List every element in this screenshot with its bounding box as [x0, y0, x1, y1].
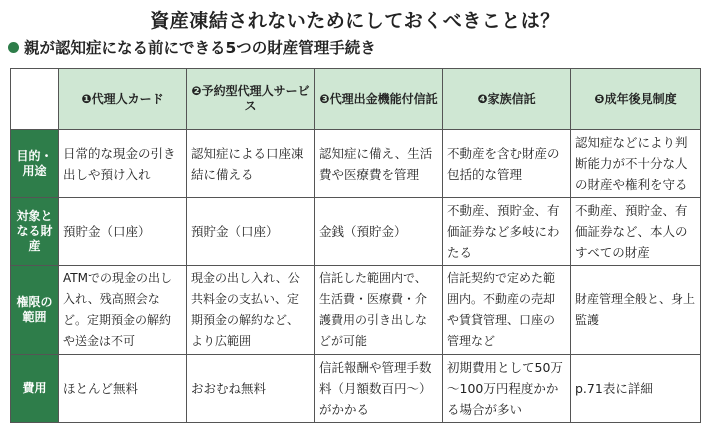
row-label: 費用: [11, 355, 59, 423]
table-cell: 現金の出し入れ、公共料金の支払い、定期預金の解約など、より広範囲: [187, 266, 315, 355]
column-header: ❹家族信託: [443, 69, 571, 130]
table-cell: 信託した範囲内で、生活費・医療費・介護費用の引き出しなどが可能: [315, 266, 443, 355]
table-row: [11, 130, 701, 198]
row-label: 対象となる財産: [11, 198, 59, 266]
table-cell: 不動産、預貯金、有価証券など、本人のすべての財産: [571, 198, 701, 266]
table-row: [11, 198, 701, 266]
table-cell: 不動産を含む財産の包括的な管理: [443, 130, 571, 198]
table-cell: 認知症などにより判断能力が不十分な人の財産や権利を守る: [571, 130, 701, 198]
table-cell: ほとんど無料: [59, 355, 187, 423]
row-label: 目的・用途: [11, 130, 59, 198]
table-cell: 不動産、預貯金、有価証券など多岐にわたる: [443, 198, 571, 266]
table-cell: ATMでの現金の出し入れ、残高照会など。定期預金の解約や送金は不可: [59, 266, 187, 355]
table-cell: 財産管理全般と、身上監護: [571, 266, 701, 355]
page-title: 資産凍結されないためにしておくべきことは？: [150, 10, 560, 32]
table-header-row: [11, 69, 701, 130]
comparison-table: [10, 68, 701, 423]
subtitle: [8, 36, 376, 58]
bullet-icon: [8, 42, 19, 53]
table-cell: 預貯金（口座）: [187, 198, 315, 266]
table-row: [11, 266, 701, 355]
subtitle-text: 親が認知症になる前にできる5つの財産管理手続き: [24, 39, 376, 57]
table-cell: 預貯金（口座）: [59, 198, 187, 266]
column-header: ❷予約型代理人サービス: [187, 69, 315, 130]
table-cell: おおむね無料: [187, 355, 315, 423]
table-cell: 認知症に備え、生活費や医療費を管理: [315, 130, 443, 198]
table-cell: 信託報酬や管理手数料（月額数百円～）がかかる: [315, 355, 443, 423]
table-corner-cell: [11, 69, 59, 130]
column-header: ❶代理人カード: [59, 69, 187, 130]
table-cell: 認知症による口座凍結に備える: [187, 130, 315, 198]
column-header: ❺成年後見制度: [571, 69, 701, 130]
table-cell: 日常的な現金の引き出しや預け入れ: [59, 130, 187, 198]
table-cell: p.71表に詳細: [571, 355, 701, 423]
row-label: 権限の範囲: [11, 266, 59, 355]
table-row: [11, 355, 701, 423]
table-cell: 初期費用として50万～100万円程度かかる場合が多い: [443, 355, 571, 423]
table-cell: 信託契約で定めた範囲内。不動産の売却や賃貸管理、口座の管理など: [443, 266, 571, 355]
column-header: ❸代理出金機能付信託: [315, 69, 443, 130]
table-cell: 金銭（預貯金）: [315, 198, 443, 266]
